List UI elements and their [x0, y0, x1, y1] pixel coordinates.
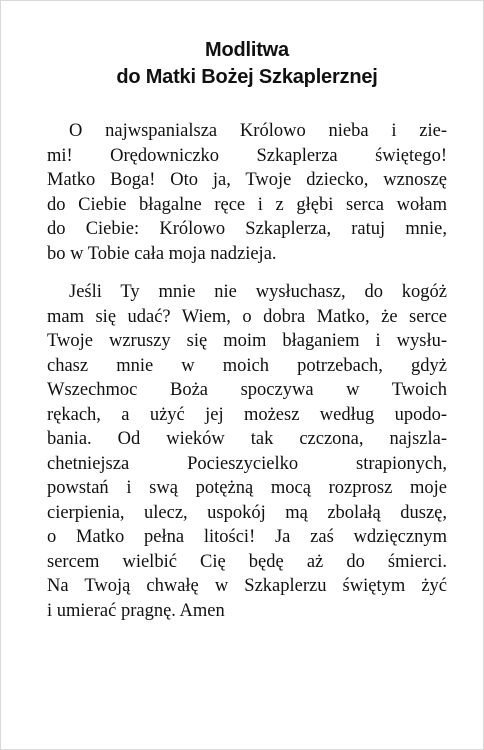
paragraph-line: mam się udać? Wiem, o dobra Matko, że serce: [47, 306, 447, 327]
paragraph-line: bania. Od wieków tak czczona, najszla-: [47, 429, 447, 449]
prayer-content: [47, 37, 447, 637]
title-line-2: do Matki Bożej Szkaplerznej: [116, 66, 378, 88]
paragraph-2: [47, 280, 447, 623]
paragraph-line: powstań i swą potężną mocą rozprosz moje: [47, 478, 447, 498]
paragraph-line: Wszechmoc Boża spoczywa w Twoich: [47, 380, 447, 400]
paragraph-line: chetniejsza Pocieszycielko strapionych,: [47, 453, 447, 474]
prayer-body: [47, 119, 447, 623]
paragraph-line: bo w Tobie cała moja nadzieja.: [47, 243, 277, 264]
paragraph-line: Na Twoją chwałę w Szkaplerzu świętym żyć: [47, 576, 447, 596]
paragraph-line: Twoje wzruszy się moim błaganiem i wysłu-: [47, 331, 447, 351]
paragraph-line: chasz mnie w moich potrzebach, gdyż: [47, 355, 447, 376]
paragraph-line: i umierać pragnę. Amen: [47, 600, 225, 621]
paragraph-line: o Matko pełna litości! Ja zaś wdzięcznym: [47, 527, 447, 547]
paragraph-line: rękach, a użyć jej możesz według upodo-: [47, 404, 447, 425]
paragraph-line: cierpienia, ulecz, uspokój mą zbolałą duszę,: [47, 502, 447, 523]
paragraph-line: Matko Boga! Oto ja, Twoje dziecko, wznoszę: [47, 170, 447, 190]
title-line-1: Modlitwa: [205, 39, 289, 61]
prayer-title: [47, 37, 447, 91]
paragraph-line: Jeśli Ty mnie nie wysłuchasz, do kogóż: [69, 282, 447, 302]
paragraph-line: do Ciebie: Królowo Szkaplerza, ratuj mnie,: [47, 219, 447, 239]
paragraph-line: mi! Orędowniczko Szkaplerza świętego!: [47, 145, 447, 166]
paragraph-line: sercem wielbić Cię będę aż do śmierci.: [47, 551, 447, 572]
paragraph-1: [47, 119, 447, 266]
paragraph-line: O najwspanialsza Królowo nieba i zie-: [69, 121, 447, 141]
paragraph-line: do Ciebie błagalne ręce i z głębi serca wołam: [47, 194, 447, 215]
